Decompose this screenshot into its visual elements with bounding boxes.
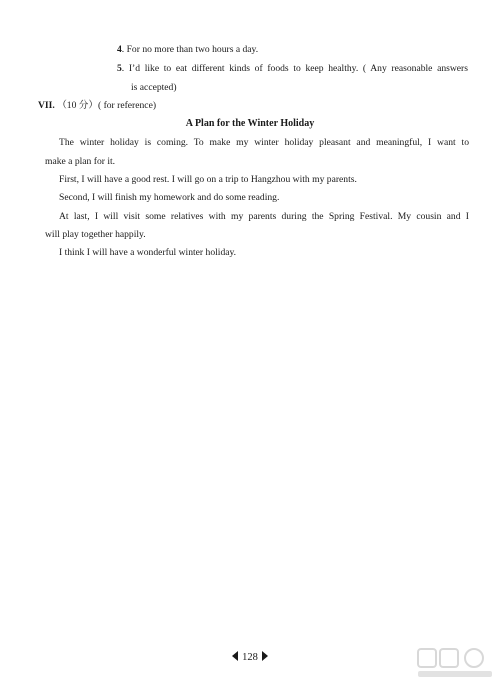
answer-item-5 xyxy=(117,63,468,75)
essay-title: A Plan for the Winter Holiday xyxy=(185,118,315,129)
item-text-line-1: . I’d like to eat different kinds of foods to keep healthy. ( Any reasonable answers xyxy=(121,63,468,74)
essay-paragraph-4-line-1: At last, I will visit some relatives with my parents during the Spring Festival. My cousin and I xyxy=(59,211,469,222)
item-number: 4 xyxy=(117,44,122,55)
section-number: VII. xyxy=(38,100,55,111)
essay-paragraph-2: First, I will have a good rest. I will go on a trip to Hangzhou with my parents. xyxy=(59,174,357,185)
next-page-arrow-icon xyxy=(262,651,268,661)
essay-paragraph-1-line-2: make a plan for it. xyxy=(45,156,116,167)
section-heading xyxy=(38,100,156,112)
essay-paragraph-5: I think I will have a wonderful winter holiday. xyxy=(59,247,237,258)
prev-page-arrow-icon xyxy=(232,651,238,661)
item-number: 5 xyxy=(117,63,122,74)
answer-item-5-cont: is accepted) xyxy=(131,82,177,93)
section-meta: （10 分）( for reference) xyxy=(57,100,157,111)
watermark-logo-icon xyxy=(416,646,494,680)
essay-paragraph-1-line-1: The winter holiday is coming. To make my winter holiday pleasant and meaningful, I want to xyxy=(59,137,469,148)
essay-paragraph-4-line-2: will play together happily. xyxy=(45,229,146,240)
essay-paragraph-3: Second, I will finish my homework and do some reading. xyxy=(59,192,280,203)
page-number: 128 xyxy=(242,652,258,663)
item-text: . For no more than two hours a day. xyxy=(121,44,259,55)
answer-item-4 xyxy=(117,44,258,56)
